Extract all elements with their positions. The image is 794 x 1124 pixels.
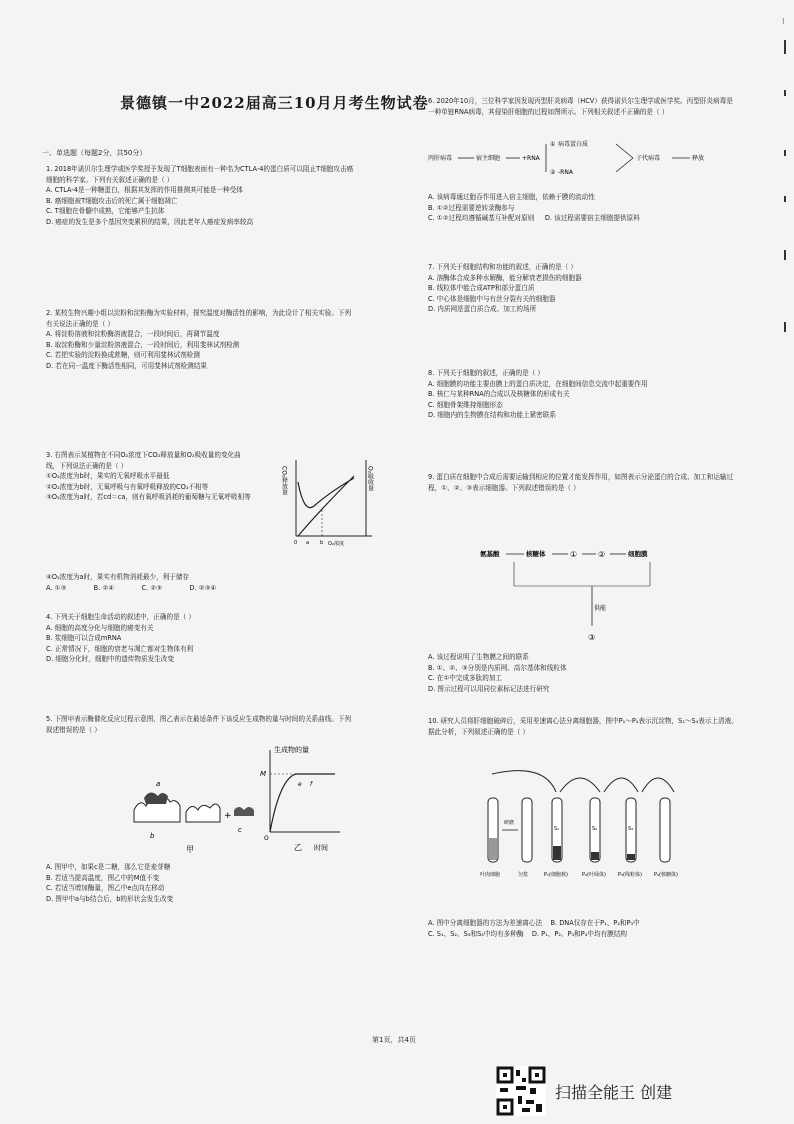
tube-leaf-fill xyxy=(489,838,497,860)
option-a: A. 细胞的高度分化与细胞的癌变有关 xyxy=(46,623,154,632)
option-b: B. 线粒体中能合成ATP和部分蛋白质 xyxy=(428,284,535,292)
enzyme-free xyxy=(186,804,220,822)
option-c: C. T细胞在骨髓中成熟，它能够产生抗体 xyxy=(46,207,165,215)
option-b: B. 核仁与某种RNA的合成以及核糖体的形成有关 xyxy=(428,390,570,398)
question-4 xyxy=(46,612,356,665)
step-1: ① xyxy=(550,141,556,148)
option-d: D. P₁、P₂、P₃和P₄中均有膜结构 xyxy=(531,929,627,938)
caption-p3: P₃(线粒体) xyxy=(618,872,642,878)
question-stem: 8. 下列关于细胞的叙述，正确的是（ ） xyxy=(428,369,544,377)
option-a: A. 溶酶体合成多种水解酶，能分解衰老损伤的细胞器 xyxy=(428,273,582,282)
grind-label: 研磨 xyxy=(504,820,515,826)
statement-2: ②O₂浓度为b时，无氧呼吸与有氧呼吸释放的CO₂不相等 xyxy=(46,482,209,491)
q3-options xyxy=(46,583,356,594)
question-stem: 5. 下图甲表示酶催化反应过程示意图，图乙表示在最适条件下该反应生成物的量与时间的关系曲线。下列叙述错误的是（ ） xyxy=(46,715,352,734)
question-1 xyxy=(46,164,356,227)
x-label: O₂浓度 xyxy=(328,541,344,547)
substrate-a xyxy=(144,792,168,804)
question-stem: 9. 蛋白质在细胞中合成后需要运输到相应的位置才能发挥作用，如图表示分泌蛋白的合成、加工和运输过程，①、②、③表示细胞器。下列叙述错误的是（ ） xyxy=(428,473,734,492)
option-d: D. 细胞分化时，细胞中的遗传物质发生改变 xyxy=(46,655,174,663)
virus-label: 丙肝病毒 xyxy=(428,155,453,162)
question-10-options xyxy=(428,918,738,939)
q10-ab-row xyxy=(428,918,738,929)
option-c: C. S₁、S₂、S₃和S₄中均有多种酶 xyxy=(428,929,524,938)
x-label: 时间 xyxy=(314,844,328,852)
caption-leaf: 叶肉细胞 xyxy=(480,872,501,878)
label-b: b xyxy=(150,832,155,840)
tube-p1-label: S₁ xyxy=(554,826,560,832)
tube-p2-label: S₂ xyxy=(592,826,598,832)
svg-text:⁝: ⁝ xyxy=(782,17,785,26)
q10-centrifuge-figure xyxy=(470,768,690,904)
option-a: A. 该过程说明了生物膜之间的联系 xyxy=(428,653,529,661)
aa-label: 氨基酸 xyxy=(480,550,500,558)
option-a: A. 细胞膜的功能主要由膜上的蛋白质决定，在细胞间信息交流中起重要作用 xyxy=(428,379,648,388)
option-a: A. 图中分离细胞器的方法为差速离心法 xyxy=(428,919,543,927)
arc-3 xyxy=(604,778,638,792)
caption-homogenate: 匀浆 xyxy=(518,872,529,878)
option-b: B. 若适当提高温度，图乙中的M值不变 xyxy=(46,873,160,882)
release-label: 释放 xyxy=(692,155,705,162)
question-10 xyxy=(428,716,738,737)
enzyme-diagram xyxy=(134,780,254,854)
section-heading: 一、单选题（每题2分，共50分） xyxy=(42,149,147,157)
question-stem: 4. 下列关于细胞生命活动的叙述中，正确的是（ ） xyxy=(46,613,195,621)
option-c: C. ②③ xyxy=(141,583,163,592)
option-d: D. 图甲中a与b结合后，b的形状会发生改变 xyxy=(46,894,174,903)
option-d: D. 细胞内的生物膜在结构和功能上紧密联系 xyxy=(428,411,556,419)
question-7 xyxy=(428,262,738,315)
organelle-1: ① xyxy=(570,550,578,559)
plus-sign: + xyxy=(224,811,232,821)
caption-p1: P₁(细胞核) xyxy=(544,872,568,878)
tube-p1-fill xyxy=(553,846,561,860)
tube-p4 xyxy=(660,798,670,862)
statement-1: ①O₂浓度为b时，果实的无氧呼吸水平最低 xyxy=(46,472,170,480)
option-d: D. 该过程需要宿主细胞提供原料 xyxy=(544,214,640,222)
question-3-tail xyxy=(46,572,356,593)
label-a: a xyxy=(156,780,161,788)
question-stem: 1. 2018年诺贝尔生理学或医学奖授予发现了T细胞表面有一种名为CTLA-4的蛋白质可以阻止T细胞攻击癌细胞的科学家。下列有关叙述正确的是（ ） xyxy=(46,165,354,184)
option-a: A. CTLA-4是一种糖蛋白，根据其发挥的作用推测其可能是一种受体 xyxy=(46,186,243,194)
option-b: B. ①、②、③分别是内质网、高尔基体和线粒体 xyxy=(428,663,567,672)
tube-homogenate xyxy=(522,798,532,862)
option-c: C. 若适当增加酶量，图乙中e点向左移动 xyxy=(46,884,165,892)
arc-2 xyxy=(560,778,600,792)
option-b: B. ②④ xyxy=(93,583,115,592)
question-stem: 10. 研究人员将肝细胞破碎后，采用差速离心法分离细胞器，图中P₁～P₄表示沉淀物，S₁～S₄表示上清液。据此分析，下列叙述正确的是（ ） xyxy=(428,717,738,736)
q10-cd-row xyxy=(428,929,738,940)
rna-minus-label: -RNA xyxy=(558,169,573,176)
scanner-watermark: 扫描全能王 创建 xyxy=(555,1083,673,1102)
tube-p2-fill xyxy=(591,852,599,860)
q9-flow-diagram xyxy=(480,540,700,648)
arc-4 xyxy=(642,778,674,792)
q6-flow-diagram xyxy=(428,134,728,186)
option-c: C. 在①中完成多肽的加工 xyxy=(428,674,503,682)
option-c: C. 细胞骨架维持细胞形态 xyxy=(428,400,503,409)
product-graph xyxy=(260,745,340,852)
q3-graph xyxy=(282,452,378,548)
binding-edge xyxy=(778,0,794,1124)
co2-curve xyxy=(298,478,354,508)
question-9 xyxy=(428,472,738,493)
progeny-label: 子代病毒 xyxy=(636,155,661,162)
merge-1 xyxy=(616,144,633,158)
statement-4: ④O₂浓度为a时，果实有机物消耗最少，利于储存 xyxy=(46,573,190,581)
question-stem: 7. 下列关于细胞结构和功能的叙述，正确的是（ ） xyxy=(428,263,577,271)
option-b: B. ①②过程需要逆转录酶参与 xyxy=(428,203,515,212)
question-stem: 6. 2020年10月，三位科学家因发现丙型肝炎病毒（HCV）获得诺贝尔生理学或医学奖。丙型肝炎病毒是一种单链RNA病毒，其侵染肝细胞的过程如图所示。下列相关叙述不正确的是（ ） xyxy=(428,97,733,116)
option-a: A. ①③ xyxy=(46,583,67,592)
merge-2 xyxy=(616,158,633,172)
question-stem: 3. 右图表示某植物在不同O₂浓度下CO₂释放量和O₂吸收量的变化曲线，下列说法正确的是（ ） xyxy=(46,451,241,470)
product-curve xyxy=(270,774,335,832)
option-d: D. 图示过程可以用同位素标记法进行研究 xyxy=(428,684,550,693)
question-6-options xyxy=(428,192,738,224)
tick-b: b xyxy=(320,540,324,546)
question-stem: 2. 某校生物兴趣小组以淀粉和淀粉酶为实验材料，探究温度对酶活性的影响，为此设计了相关实验。下列有关说法正确的是（ ） xyxy=(46,309,352,328)
option-b: B. 浆细胞可以合成mRNA xyxy=(46,634,122,642)
y-label: 生成物的量 xyxy=(274,746,309,754)
option-d: D. 内质网是蛋白质合成、加工的场所 xyxy=(428,305,537,313)
product-c xyxy=(234,807,254,816)
question-5-options xyxy=(46,862,356,904)
qr-code-icon xyxy=(496,1066,546,1116)
rna-plus-label: +RNA xyxy=(522,155,540,162)
q6-cd-row xyxy=(428,213,738,224)
energy-label: 供能 xyxy=(594,605,607,612)
statement-3: ③O₂浓度为a时，若cd＝ca，则有氧呼吸消耗的葡萄糖与无氧呼吸相等 xyxy=(46,493,251,501)
option-a: A. 图甲中，如果c是二糖，那么它是麦芽糖 xyxy=(46,863,171,871)
ribosome-label: 核糖体 xyxy=(526,550,546,558)
tube-p3-label: S₃ xyxy=(628,826,634,832)
tick-0: 0 xyxy=(294,540,298,546)
option-c: C. 中心体是细胞中与有丝分裂有关的细胞器 xyxy=(428,294,556,303)
label-c: c xyxy=(238,826,242,834)
option-c: C. 若把实验的淀粉换成蔗糖，则可利用斐林试剂检测 xyxy=(46,351,200,359)
option-d: D. 若在同一温度下酶活性相同，可用斐林试剂检测结果 xyxy=(46,361,207,370)
option-b: B. DNA仅存在于P₁、P₂和P₃中 xyxy=(550,919,640,927)
question-2 xyxy=(46,308,356,371)
option-b: B. 取淀粉酶和少量淀粉溶液混合，一段时间后，利用斐林试剂检测 xyxy=(46,340,240,349)
q5-figure xyxy=(130,740,350,855)
y-right-label: O₂吸收量 xyxy=(366,466,374,492)
origin-label: O xyxy=(264,835,269,842)
y-left-label: CO₂释放量 xyxy=(280,466,288,496)
question-5 xyxy=(46,714,356,735)
protein-label: 病毒蛋白质 xyxy=(558,141,589,148)
m-label: M xyxy=(260,770,267,778)
tick-a: a xyxy=(306,540,310,546)
option-c: C. ①②过程均遵循碱基互补配对原则 xyxy=(428,214,535,222)
caption-yi: 乙 xyxy=(294,843,302,852)
question-9-options xyxy=(428,652,738,694)
option-d: D. ②③④ xyxy=(189,583,217,592)
arc-1 xyxy=(492,771,556,792)
step-2: ② xyxy=(550,169,556,176)
option-a: A. 将淀粉溶液和淀粉酶溶液混合，一段时间后，再调节温度 xyxy=(46,330,220,338)
caption-p4: P₄(核糖体) xyxy=(654,872,678,878)
f-label: f xyxy=(310,781,313,788)
organelle-3: ③ xyxy=(588,633,596,642)
page-title: 景德镇一中2022届高三10月月考生物试卷 xyxy=(120,94,429,112)
question-8 xyxy=(428,368,738,421)
question-3 xyxy=(46,450,251,503)
e-label: e xyxy=(298,781,302,788)
page-number: 第1页，共4页 xyxy=(372,1036,416,1044)
option-b: B. 癌细胞被T细胞攻击后的死亡属于细胞凋亡 xyxy=(46,196,178,205)
option-c: C. 正常情况下，细胞的衰老与凋亡都对生物体有利 xyxy=(46,644,194,653)
caption-jia: 甲 xyxy=(186,845,194,854)
tube-p3-fill xyxy=(627,854,635,860)
caption-p2: P₂(叶绿体) xyxy=(582,872,606,878)
option-d: D. 癌症的发生是多个基因突变累积的结果，因此老年人癌症发病率较高 xyxy=(46,217,254,226)
organelle-2: ② xyxy=(598,550,606,559)
membrane-label: 细胞膜 xyxy=(628,550,648,558)
question-6 xyxy=(428,96,738,117)
option-a: A. 该病毒通过胞吞作用进入宿主细胞，依赖于膜的流动性 xyxy=(428,193,595,201)
host-label: 宿主细胞 xyxy=(476,155,501,162)
